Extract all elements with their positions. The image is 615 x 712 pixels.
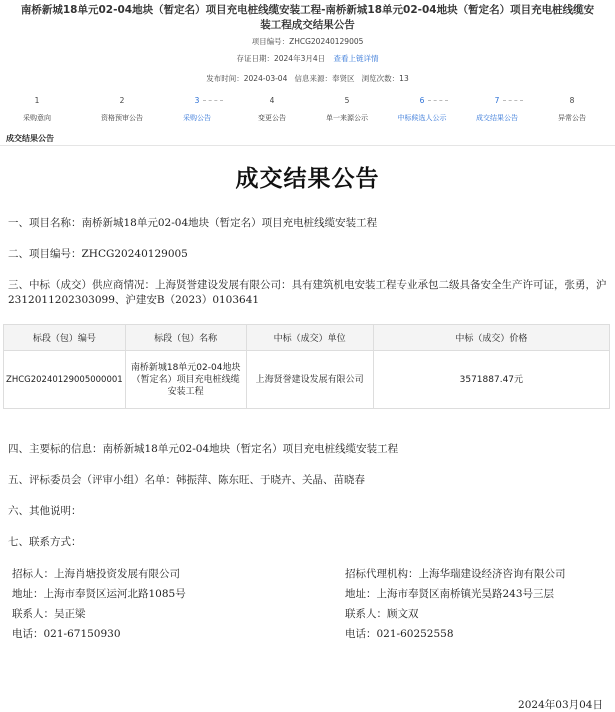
contact-buyer-block — [12, 567, 312, 642]
agency-name: 招标代理机构：上海华瑞建设经济咨询有限公司 — [345, 568, 566, 580]
award-table — [3, 324, 610, 409]
item-contact: 七、联系方式： — [8, 536, 82, 548]
step-5[interactable]: 5 单一来源公示 — [326, 96, 368, 122]
agency-phone: 电话：021-60252558 — [345, 628, 454, 640]
contact-agency-block — [345, 567, 607, 642]
th-price: 中标（成交）价格 — [373, 325, 609, 351]
th-winner: 中标（成交）单位 — [246, 325, 373, 351]
item-project-name: 一、项目名称：南桥新城18单元02-04地块（暂定名）项目充电桩线缆安装工程 — [8, 217, 378, 229]
publish-label: 发布时间： — [206, 74, 244, 83]
project-code-line — [0, 37, 615, 47]
step-1[interactable]: 1 采购意向 — [23, 96, 51, 122]
source-value: 奉贤区 — [332, 74, 355, 83]
step-2[interactable]: 2 资格预审公告 — [101, 96, 143, 122]
view-chain-link[interactable]: 查看上链详情 — [333, 54, 379, 63]
buyer-name: 招标人：上海肖塘投资发展有限公司 — [12, 568, 180, 580]
td-winner: 上海贤誉建设发展有限公司 — [246, 351, 373, 409]
td-lot-name: 南桥新城18单元02-04地块（暂定名）项目充电桩线缆安装工程 — [125, 351, 246, 409]
notice-date: 2024年03月04日 — [518, 699, 603, 711]
project-title: 南桥新城18单元02-04地块（暂定名）项目充电桩线缆安装工程-南桥新城18单元02-04地块（暂定名）项目充电桩线缆安装工程成交结果公告 — [20, 4, 595, 31]
agency-address: 地址：上海市奉贤区南桥镇光昊路243号三层 — [345, 588, 555, 600]
th-lot-code: 标段（包）编号 — [4, 325, 126, 351]
source-label: 信息来源： — [294, 74, 333, 83]
th-lot-name: 标段（包）名称 — [125, 325, 246, 351]
archive-date: 2024年3月4日 — [273, 54, 326, 63]
buyer-address: 地址：上海市奉贤区运河北路1085号 — [12, 588, 186, 600]
step-3[interactable]: 3 采购公告 — [159, 96, 235, 123]
views-label: 浏览次数： — [361, 74, 400, 83]
table-header-row — [4, 325, 610, 351]
item-other: 六、其他说明： — [8, 505, 82, 517]
td-price: 3571887.47元 — [373, 351, 609, 409]
project-code-label: 项目编号： — [251, 37, 290, 46]
publish-time: 2024-03-04 — [243, 74, 288, 83]
step-6[interactable]: 6 中标候选人公示 — [397, 96, 447, 122]
buyer-phone: 电话：021-67150930 — [12, 628, 121, 640]
buyer-contact-person: 联系人：吴正梁 — [12, 608, 86, 620]
item-project-code: 二、项目编号：ZHCG20240129005 — [8, 248, 188, 260]
step-7[interactable]: 7 成交结果公告 — [459, 96, 535, 123]
section-divider — [0, 145, 615, 146]
document-title: 成交结果公告 — [235, 165, 380, 192]
archive-label: 存证日期： — [236, 54, 274, 63]
agency-contact-person: 联系人：顾文双 — [345, 608, 419, 620]
notice-header — [0, 0, 615, 84]
step-4[interactable]: 4 变更公告 — [258, 96, 286, 122]
item-supplier-info: 三、中标（成交）供应商情况：上海贤誉建设发展有限公司：具有建筑机电安装工程专业承包二级具备安全生产许可证，张勇，沪2312011202303099、沪建安B（2023）0103641 — [8, 279, 607, 306]
project-code: ZHCG20240129005 — [289, 37, 364, 46]
views-count: 13 — [399, 74, 409, 83]
process-steps — [0, 96, 615, 126]
table-row — [4, 351, 610, 409]
item-main-subject: 四、主要标的信息：南桥新城18单元02-04地块（暂定名）项目充电桩线缆安装工程 — [8, 443, 399, 455]
publish-info-line — [0, 74, 615, 84]
section-tag: 成交结果公告 — [6, 134, 54, 143]
step-8[interactable]: 8 异常公告 — [558, 96, 586, 122]
archive-line — [0, 54, 615, 64]
td-lot-code: ZHCG20240129005000001 — [4, 351, 126, 409]
item-committee: 五、评标委员会（评审小组）名单：韩振萍、陈东旺、于晓卉、关晶、苗晓春 — [8, 474, 365, 486]
